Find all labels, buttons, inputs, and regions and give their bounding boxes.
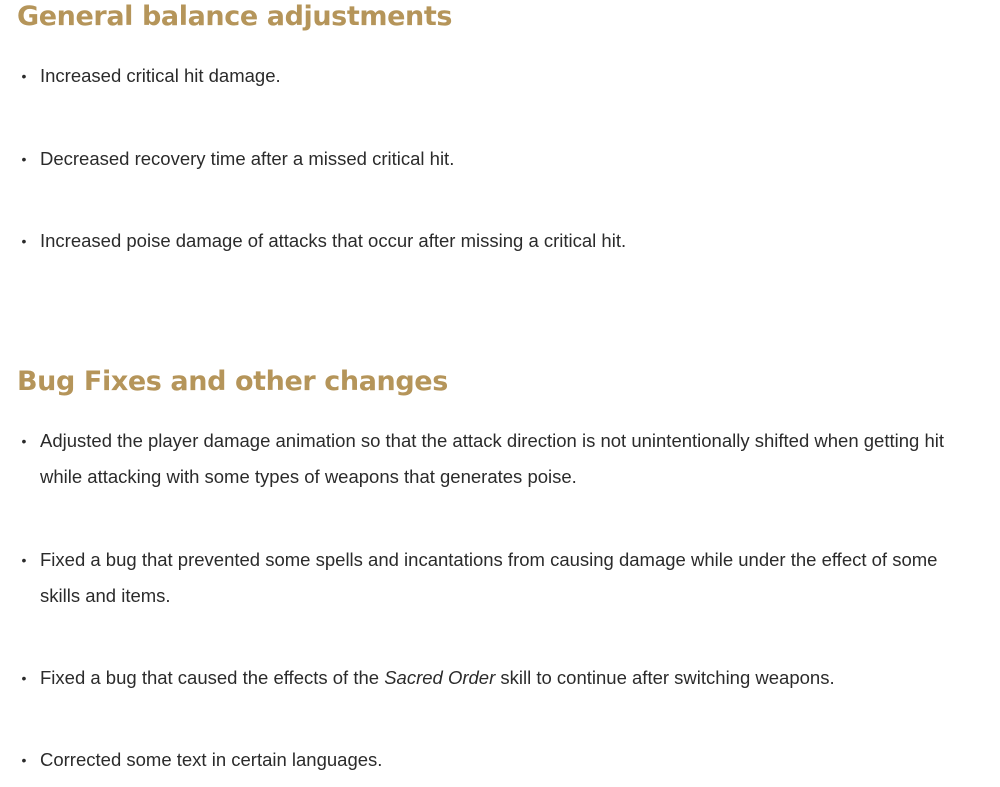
bullet-icon: •	[21, 670, 27, 686]
list-item	[19, 542, 981, 614]
bullet-icon: •	[21, 233, 27, 249]
list-item-text	[40, 660, 981, 696]
list-item-text: Decreased recovery time after a missed critical hit.	[40, 148, 455, 169]
section-title-general-balance: General balance adjustments	[17, 1, 453, 32]
list-item	[19, 58, 981, 94]
section-title-bug-fixes: Bug Fixes and other changes	[17, 366, 448, 397]
list-item-text: Fixed a bug that prevented some spells and incantations from causing damage while under the effect of some skills and items.	[40, 549, 938, 606]
list-item-text: Adjusted the player damage animation so that the attack direction is not unintentionally shifted when getting hit while attacking with some types of weapons that generates poise.	[40, 430, 944, 487]
list-item	[19, 742, 981, 778]
bullet-icon: •	[21, 552, 27, 568]
list-item	[19, 141, 981, 177]
list-item	[19, 423, 981, 495]
list-item-text-before: Fixed a bug that caused the effects of the	[40, 667, 385, 688]
bullet-icon: •	[21, 68, 27, 84]
list-item-text: Increased critical hit damage.	[40, 65, 281, 86]
bullet-icon: •	[21, 433, 27, 449]
list-item	[19, 223, 981, 259]
bullet-icon: •	[21, 151, 27, 167]
list-item-text-after: skill to continue after switching weapons.	[495, 667, 835, 688]
list-item-text: Corrected some text in certain languages.	[40, 749, 383, 770]
list-item-text: Increased poise damage of attacks that occur after missing a critical hit.	[40, 230, 627, 251]
list-item	[19, 660, 981, 696]
skill-name-emphasis: Sacred Order	[384, 667, 496, 688]
bullet-icon: •	[21, 752, 27, 768]
